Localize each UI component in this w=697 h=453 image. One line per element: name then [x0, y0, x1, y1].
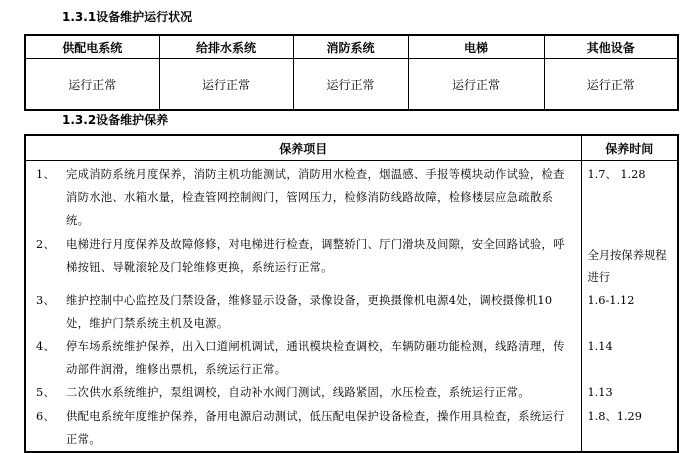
- item-text: 完成消防系统月度保养，消防主机功能测试，消防用水检查，烟温感、手报等模块动作试验，检查消防水池、水箱水量，检查管网控制阀门，管网压力，检修消防线路故障，检修楼层应急疏散系统。: [66, 168, 565, 228]
- status-elevator: 运行正常: [408, 59, 544, 111]
- item-text: 二次供水系统维护，泵组调校，自动补水阀门测试，线路紧固，水压检查，系统运行正常。: [66, 386, 530, 400]
- header-maintenance-item: 保养项目: [25, 135, 581, 161]
- maintenance-time-cell: [581, 381, 678, 404]
- section-title-operation-status: 1.3.1设备维护运行状况: [62, 10, 193, 24]
- item-time: 1.14: [587, 340, 613, 354]
- maintenance-table: [24, 134, 679, 453]
- header-fire-protection: 消防系统: [293, 35, 408, 59]
- maintenance-item-cell: [25, 161, 581, 233]
- item-text: 停车场系统维护保养，出入口道闸机调试，通讯模块检查调校，车辆防砸功能检测，线路清理，传动部件润滑，维修出票机，系统运行正常。: [66, 340, 565, 377]
- item-time: 1.13: [587, 386, 613, 400]
- item-time: 1.7、 1.28: [587, 168, 646, 181]
- item-time: 全月按保养规程进行: [587, 248, 667, 284]
- item-time: 1.8、1.29: [587, 409, 642, 423]
- maintenance-time-cell: [581, 233, 678, 289]
- status-header-row: [25, 35, 678, 59]
- equipment-status-table: [24, 34, 679, 111]
- item-number: 6、: [36, 409, 56, 423]
- maintenance-header-row: [25, 135, 678, 161]
- maintenance-time-cell: [581, 335, 678, 381]
- status-value-row: [25, 59, 678, 111]
- maintenance-item-cell: [25, 381, 581, 404]
- status-other-equipment: 运行正常: [544, 59, 678, 111]
- header-water-supply: 给排水系统: [159, 35, 293, 59]
- header-maintenance-time: 保养时间: [581, 135, 678, 161]
- item-time: 1.6-1.12: [587, 293, 635, 307]
- item-number: 2、: [36, 237, 56, 251]
- status-fire-protection: 运行正常: [293, 59, 408, 111]
- item-text: 电梯进行月度保养及故障修修，对电梯进行检查，调整轿门、厅门滑块及间隙，安全回路试验，呼梯按钮、导靴滚轮及门轮维修更换，系统运行正常。: [66, 237, 565, 274]
- maintenance-item-cell: [25, 233, 581, 289]
- section-title-maintenance: 1.3.2设备维护保养: [62, 113, 169, 127]
- header-other-equipment: 其他设备: [544, 35, 678, 59]
- maintenance-time-cell: [581, 289, 678, 335]
- maintenance-row: [25, 381, 678, 404]
- item-text: 维护控制中心监控及门禁设备，维修显示设备，录像设备，更换摄像机电源4处，调校摄像机10处，维护门禁系统主机及电源。: [66, 293, 553, 330]
- item-number: 4、: [36, 340, 56, 354]
- item-number: 5、: [36, 386, 56, 400]
- maintenance-item-cell: [25, 405, 581, 452]
- maintenance-row: [25, 335, 678, 381]
- maintenance-row: [25, 405, 678, 452]
- header-power-supply: 供配电系统: [25, 35, 159, 59]
- maintenance-item-cell: [25, 289, 581, 335]
- maintenance-row: [25, 233, 678, 289]
- maintenance-time-cell: [581, 161, 678, 233]
- maintenance-row: [25, 289, 678, 335]
- item-number: 1、: [36, 168, 56, 181]
- item-number: 3、: [36, 293, 56, 307]
- maintenance-row: [25, 161, 678, 233]
- status-power-supply: 运行正常: [25, 59, 159, 111]
- maintenance-time-cell: [581, 405, 678, 452]
- maintenance-item-cell: [25, 335, 581, 381]
- item-text: 供配电系统年度维护保养，备用电源启动测试，低压配电保护设备检查，操作用具检查，系统运行正常。: [66, 409, 565, 446]
- header-elevator: 电梯: [408, 35, 544, 59]
- status-water-supply: 运行正常: [159, 59, 293, 111]
